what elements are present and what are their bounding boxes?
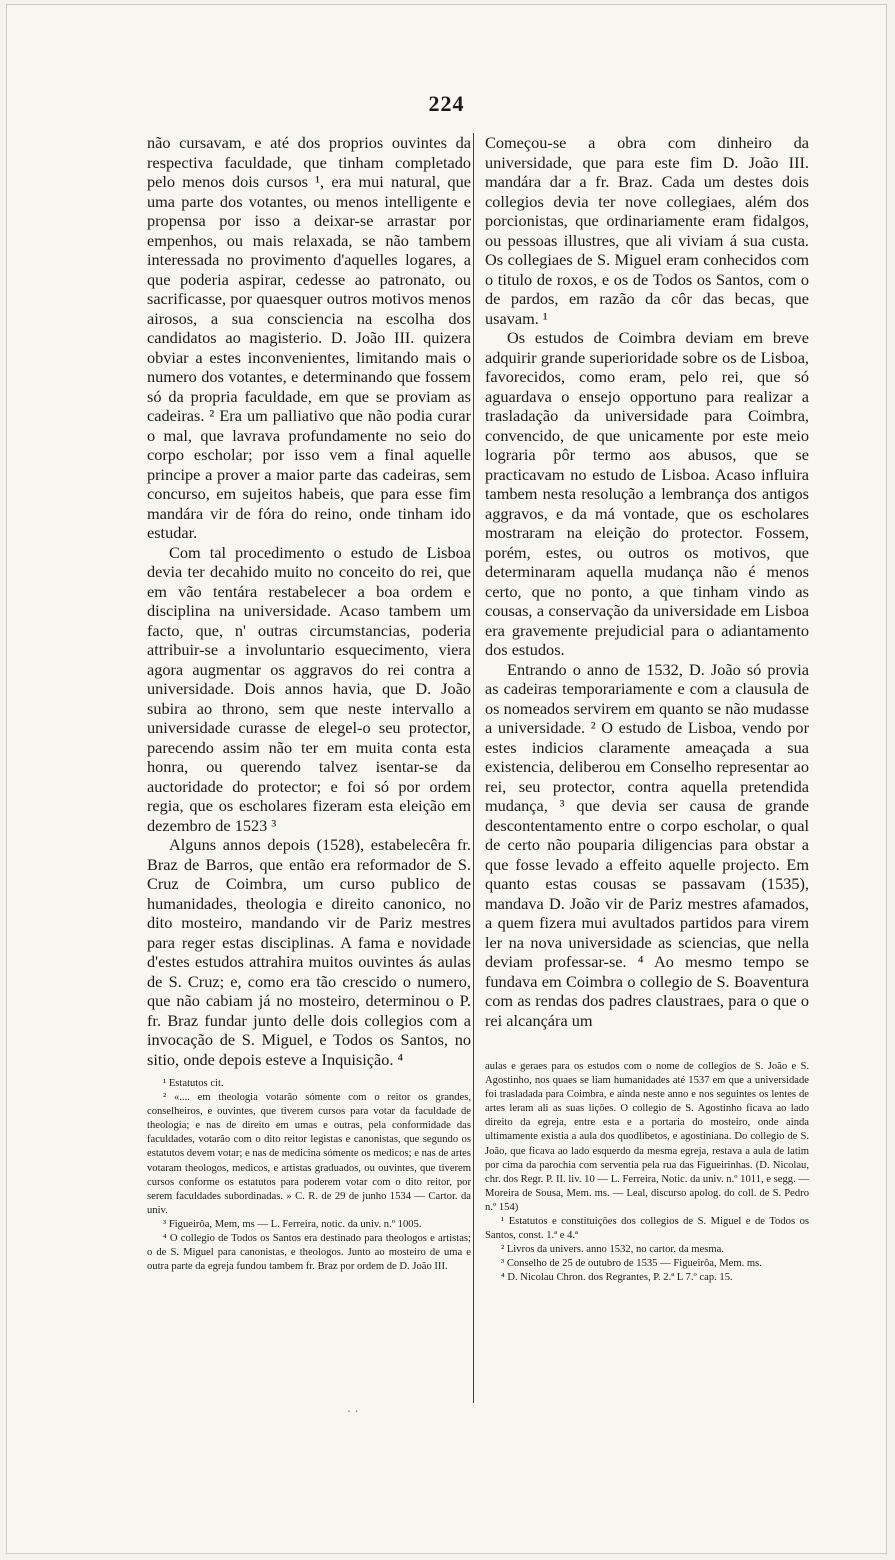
column-divider bbox=[473, 133, 474, 1403]
footnote: ⁴ O collegio de Todos os Santos era destinado para theologos e artistas; o de S. Miguel para canonistas, e theologos. Junto ao mosteiro de uma e outra parte da egreja fundou tambem fr. Braz por ordem de D. João III. bbox=[147, 1233, 471, 1273]
left-column bbox=[147, 133, 471, 1274]
paragraph: Os estudos de Coimbra deviam em breve adquirir grande superioridade sobre os de Lisboa, favorecidos, como eram, pelo rei, que só aguardava o ensejo opportuno para realizar a trasladação da universidade para Coimbra, convencido, de que unicamente por este meio lograria pôr termo aos abusos, que se practicavam no estudo de Lisboa. Acaso influira tambem nesta resolução a lembrança dos antigos aggravos, e da má vontade, que os escholares mostraram na eleição do protector. Fossem, porém, estes, ou outros os motivos, que determinaram aquella mudança não é menos certo, que no ponto, a que tinham vindo as cousas, a conservação da universidade em Lisboa era gravemente prejudicial para o adiantamento dos estudos. bbox=[485, 328, 809, 659]
footnote-continuation: aulas e geraes para os estudos com o nome de collegios de S. João e S. Agostinho, nos quaes se liam humanidades até 1537 em que a universidade foi trasladada para Coimbra, e ainda neste anno e nos seguintes os lentes de artes leram ali as suas lições. O collegio de S. Agostinho ficava ao lado direito da egreja, entre esta e a portaria do mosteiro, onde ainda ultimamente existia a aula dos quodlibetos, e agostiniana. Do collegio de S. João, que ficava ao lado esquerdo da mesma egreja, restava a aula de latim por cima da parochia com serventia pela rua das Figueirinhas. (D. Nicolau, chr. dos Regr. P. II. liv. 10 — L. Ferreira, Notic. da univ. n.º 1011, e segg. — Moreira de Sousa, Mem. ms. — Leal, discurso apolog. do coll. de S. Pedro n.º 154) bbox=[485, 1061, 809, 1213]
footnote: ³ Conselho de 25 de outubro de 1535 — Figueirôa, Mem. ms. bbox=[501, 1258, 762, 1270]
paragraph: não cursavam, e até dos proprios ouvintes da respectiva faculdade, que tinham completado pelo menos dois cursos ¹, era mui natural, que uma parte dos votantes, ou menos intelligente e propensa por isso a deixar-se arrastar por empenhos, ou mais relaxada, se não tambem interessada no provimento d'aquelles logares, a que poderia aspirar, cedesse ao patronato, ou sacrificasse, por quaesquer outros motivos menos airosos, a sua consciencia na escolha dos candidatos ao magisterio. D. João III. quizera obviar a estes inconvenientes, limitando mais o numero dos votantes, e determinando que fossem só da propria faculdade, em que se proviam as cadeiras. ² Era um palliativo que não podia curar o mal, que lavrava profundamente no seio do corpo escholar; por isso vem a final aquelle principe a prover a maior parte das cadeiras, sem concurso, em sujeitos habeis, que para esse fim mandára vir de fóra do reino, onde tinham ido estudar. bbox=[147, 133, 471, 542]
footnote: ² «.... em theologia votarão sómente com o reitor os grandes, conselheiros, e ouvintes, que tiverem cursos para votar da faculdade de theologia; e nas de direito em umas e outras, pela conformidade das faculdades, votarão com o dito reitor legistas e canonistas, que segundo os estatutos devem votar; e nas de medicina sómente os medicos; e nas de artes votaram theologos, medicos, e artistas graduados, ou ouvintes, que tiverem cursos conforme os estatutos para poderem votar com o dito reitor, por serem faculdades subordinadas. » C. R. de 29 de junho 1534 — Cartor. da univ. bbox=[147, 1092, 471, 1216]
paragraph: Entrando o anno de 1532, D. João só provia as cadeiras temporariamente e com a clausula de os nomeados servirem em quanto se não mudasse a universidade. ² O estudo de Lisboa, vendo por estes indicios claramente ameaçada a sua existencia, deliberou em Conselho representar ao rei, seu protector, contra aquella pretendida mudança, ³ que devia ser causa de grande descontentamento entre o corpo escholar, o qual de certo não pouparia diligencias para obstar a que fosse levado a effeito aquelle projecto. Em quanto estas cousas se passavam (1535), mandava D. João vir de Pariz mestres afamados, a quem fizera mui avultados partidos para virem ler na nova universidade as sciencias, que nella deviam professar-se. ⁴ Ao mesmo tempo se fundava em Coimbra o collegio de S. Boaventura com as rendas dos padres claustraes, para o que o rei alcançára um bbox=[485, 659, 809, 1030]
footnote: ¹ Estatutos cit. bbox=[163, 1078, 224, 1089]
footnote: ¹ Estatutos e constituições dos collegios de S. Miguel e de Todos os Santos, const. 1.ª e 4.ª bbox=[485, 1216, 809, 1242]
footnote: ⁴ D. Nicolau Chron. dos Regrantes, P. 2.ª L 7.º cap. 15. bbox=[501, 1272, 733, 1284]
right-body-text bbox=[485, 133, 809, 1030]
footnote: ² Livros da univers. anno 1532, no cartor. da mesma. bbox=[501, 1244, 724, 1256]
paragraph: Começou-se a obra com dinheiro da universidade, que para este fim D. João III. mandára dar a fr. Braz. Cada um destes dois collegios devia ter nove collegiaes, além dos porcionistas, que ordinariamente eram fidalgos, ou pessoas illustres, que ali viviam á sua custa. Os collegiaes de S. Miguel eram conhecidos com o titulo de roxos, e os de Todos os Santos, com o de pardos, em razão da côr das becas, que usavam. ¹ bbox=[485, 133, 809, 328]
left-footnotes bbox=[147, 1077, 471, 1274]
book-page bbox=[6, 4, 887, 1554]
paragraph: Com tal procedimento o estudo de Lisboa devia ter decahido muito no conceito do rei, que em vão tentára restabelecer a boa ordem e disciplina na universidade. Acaso tambem um facto, que, n' outras circumstancias, poderia attribuir-se a involuntario esquecimento, viera agora augmentar os aggravos do rei contra a universidade. Dois annos havia, que D. João subira ao throno, sem que neste intervallo a universidade curasse de elegel-o seu protector, parecendo assim não ter em muita conta esta honra, ou querendo talvez isentar-se da auctoridade do protector; e foi só por ordem regia, que os escholares fizeram esta eleição em dezembro de 1523 ³ bbox=[147, 542, 471, 835]
page-number: 224 bbox=[428, 91, 465, 116]
right-footnotes bbox=[485, 1060, 809, 1286]
footnote: ³ Figueirôa, Mem, ms — L. Ferreira, notic. da univ. n.º 1005. bbox=[163, 1218, 422, 1230]
paragraph: Alguns annos depois (1528), estabelecêra fr. Braz de Barros, que então era reformador de S. Cruz de Coimbra, um curso publico de humanidades, theologia e direito canonico, no dito mosteiro, mandando vir de Pariz mestres para reger estas disciplinas. A fama e novidade d'estes estudos attrahira muitos ouvintes ás aulas de S. Cruz; e, como era tão crescido o numero, que não cabiam já no mosteiro, determinou o P. fr. Braz fundar junto delle dois collegios com a invocação de S. Miguel, e Todos os Santos, no sitio, onde depois esteve a Inquisição. ⁴ bbox=[147, 835, 471, 1069]
bottom-mark: . . bbox=[347, 1401, 359, 1415]
left-body-text bbox=[147, 133, 471, 1069]
right-column bbox=[485, 133, 809, 1286]
